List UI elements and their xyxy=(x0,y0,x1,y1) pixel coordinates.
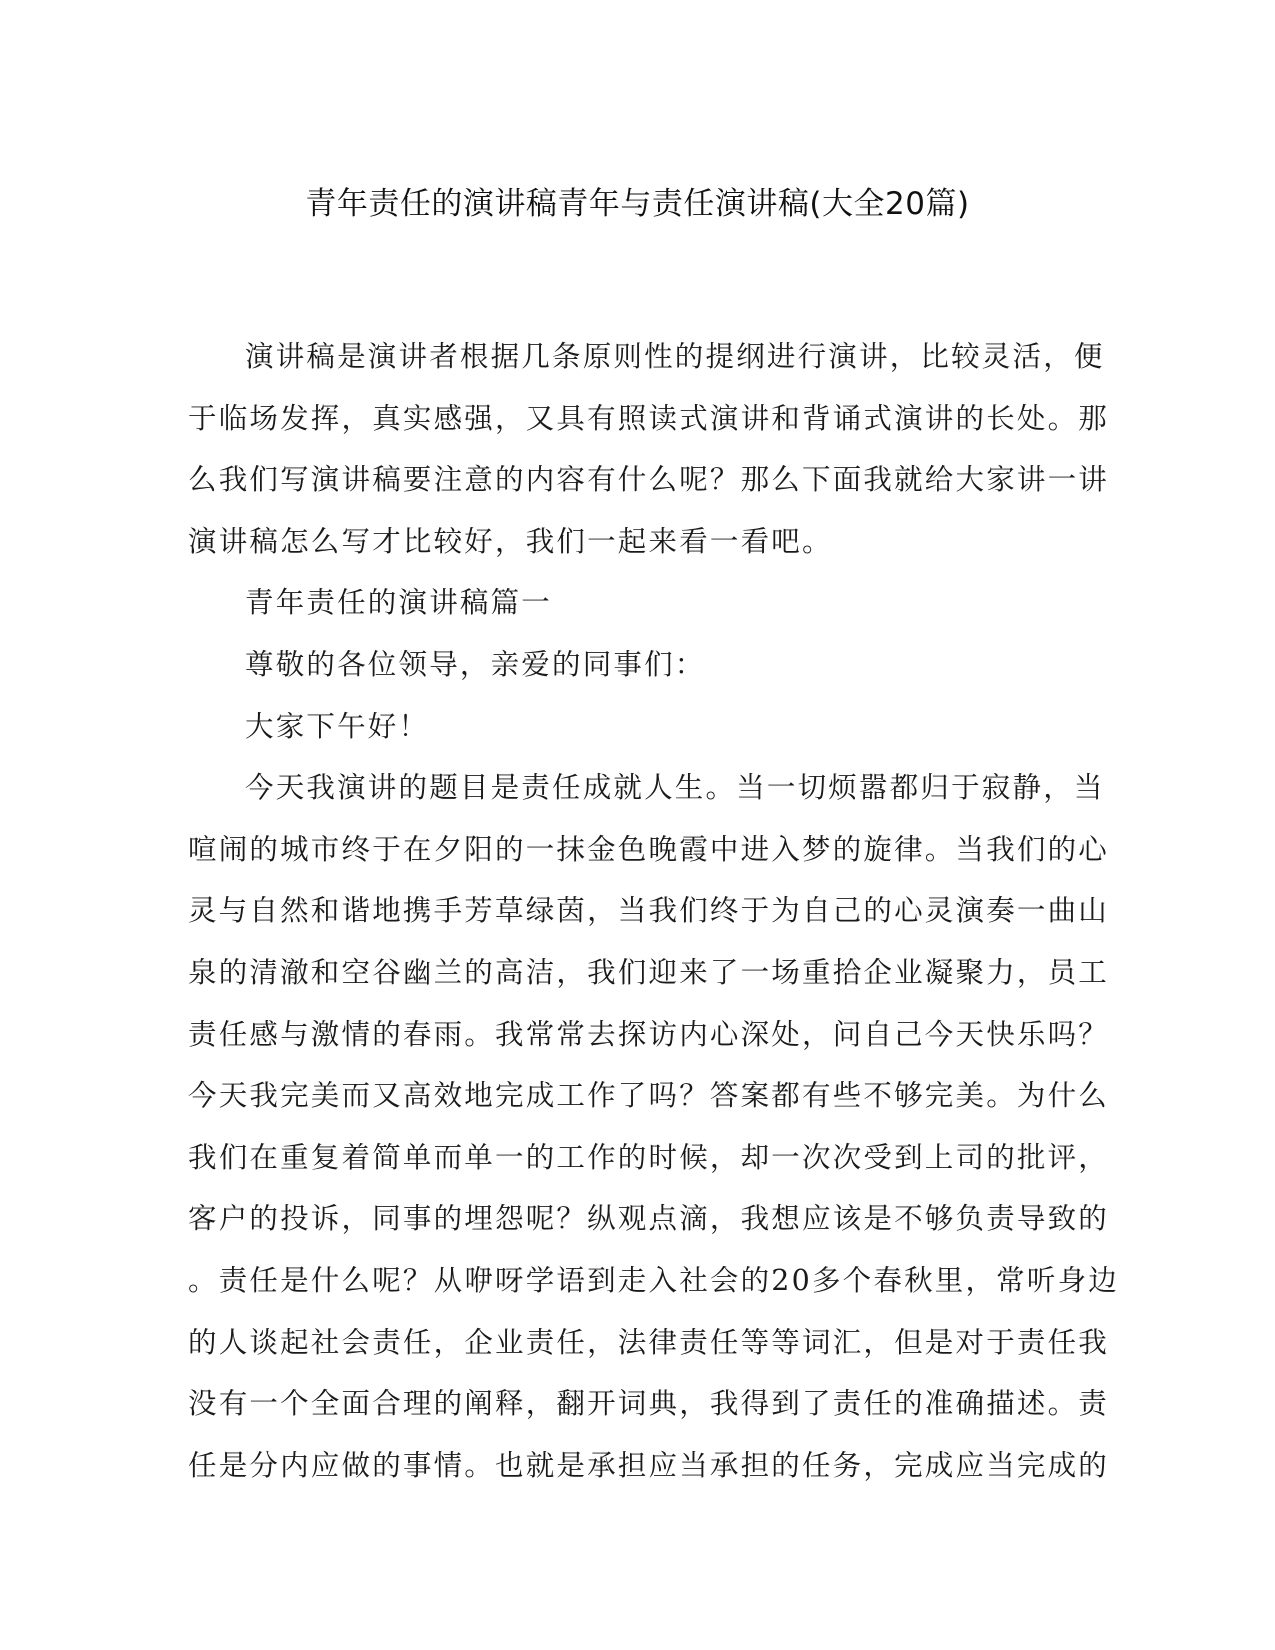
paragraph-speech-body xyxy=(188,757,1119,1496)
text-line: 演讲稿是演讲者根据几条原则性的提纲进行演讲，比较灵活，便 xyxy=(245,340,1105,373)
text-line: 演讲稿怎么写才比较好，我们一起来看一看吧。 xyxy=(188,524,833,558)
text-line: 责任感与激情的春雨。我常常去探访内心深处，问自己今天快乐吗？ xyxy=(188,1017,1110,1051)
text-line: 客户的投诉，同事的埋怨呢？纵观点滴，我想应该是不够负责导致的 xyxy=(188,1202,1110,1236)
text-line: 于临场发挥，真实感强，又具有照读式演讲和背诵式演讲的长处。那 xyxy=(188,401,1110,435)
text-line: 尊敬的各位领导，亲爱的同事们： xyxy=(245,647,706,681)
text-line: 今天我完美而又高效地完成工作了吗？答案都有些不够完美。为什么 xyxy=(188,1079,1110,1113)
text-line: 今天我演讲的题目是责任成就人生。当一切烦嚣都归于寂静，当 xyxy=(245,771,1105,805)
section-heading xyxy=(188,572,1078,634)
text-line: 灵与自然和谐地携手芳草绿茵，当我们终于为自己的心灵演奏一曲山 xyxy=(188,894,1110,928)
text-line: 喧闹的城市终于在夕阳的一抹金色晚霞中进入梦的旋律。当我们的心 xyxy=(188,832,1110,866)
document-body xyxy=(188,326,1119,1496)
text-line: 大家下午好！ xyxy=(245,709,430,743)
text-line: 。责任是什么呢？从咿呀学语到走入社会的20多个春秋里，常听身边 xyxy=(188,1263,1119,1297)
text-line: 我们在重复着简单而单一的工作的时候，却一次次受到上司的批评， xyxy=(188,1140,1110,1174)
document-title: 青年责任的演讲稿青年与责任演讲稿(大全20篇) xyxy=(305,186,970,222)
greeting xyxy=(188,696,1078,758)
salutation xyxy=(188,634,1078,696)
text-line: 泉的清澈和空谷幽兰的高洁，我们迎来了一场重拾企业凝聚力，员工 xyxy=(188,955,1110,989)
text-line: 没有一个全面合理的阐释，翻开词典，我得到了责任的准确描述。责 xyxy=(188,1387,1110,1421)
text-line: 青年责任的演讲稿篇一 xyxy=(245,586,553,620)
text-line: 任是分内应做的事情。也就是承担应当承担的任务，完成应当完成的 xyxy=(188,1448,1110,1482)
paragraph-intro xyxy=(188,326,1110,572)
text-line: 么我们写演讲稿要注意的内容有什么呢？那么下面我就给大家讲一讲 xyxy=(188,463,1110,497)
text-line: 的人谈起社会责任，企业责任，法律责任等等词汇，但是对于责任我 xyxy=(188,1325,1110,1359)
